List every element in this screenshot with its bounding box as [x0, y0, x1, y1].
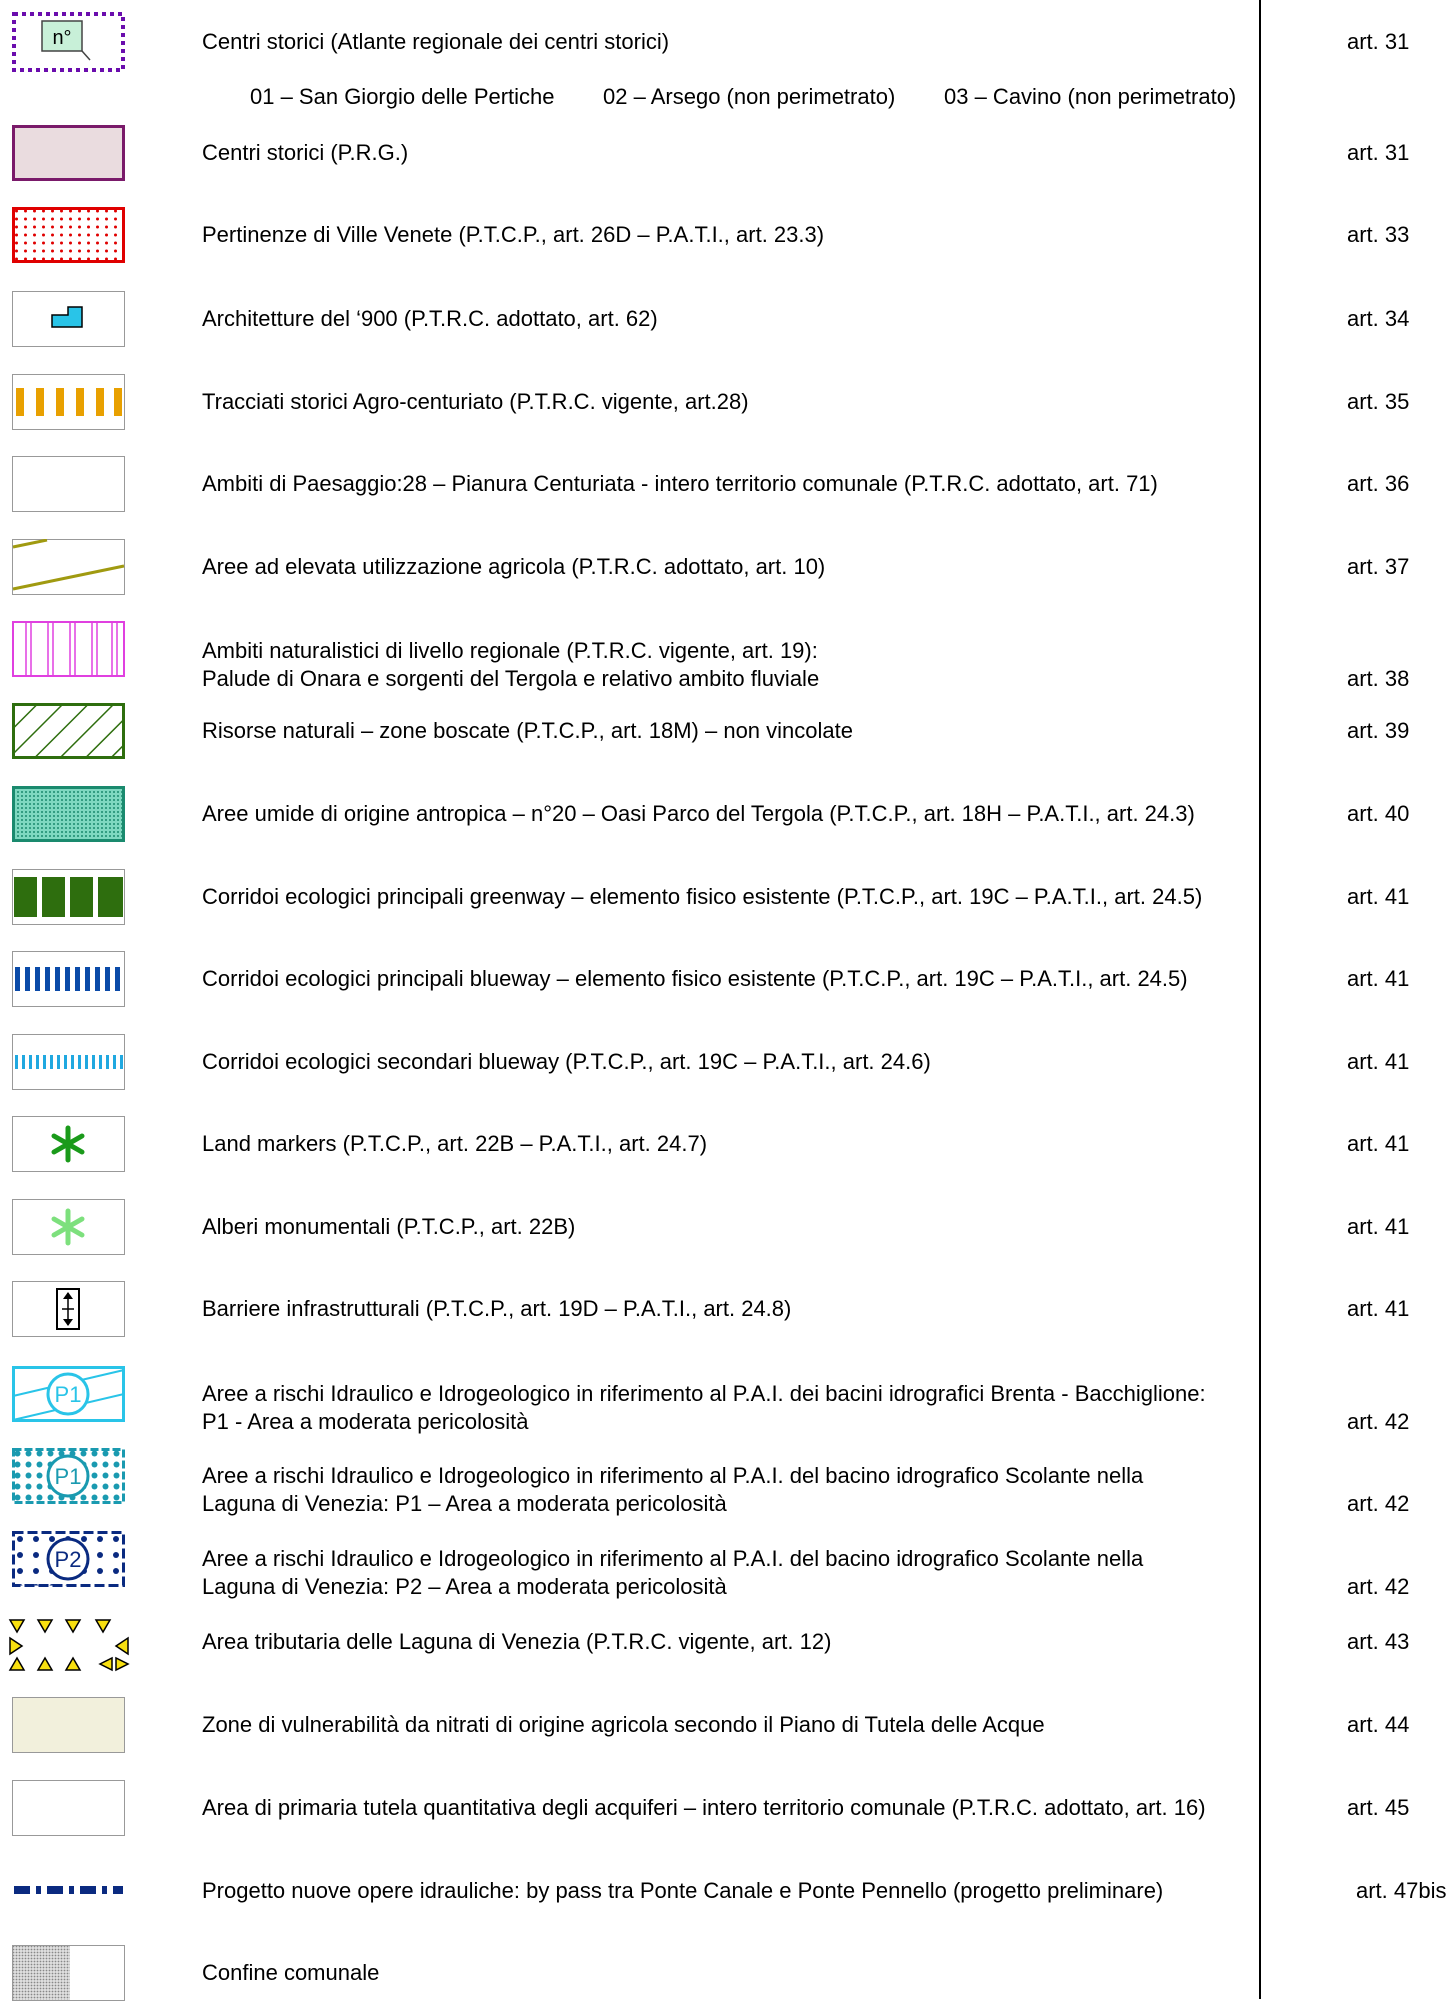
- nonum-dotted-purple-box-icon: [12, 12, 125, 72]
- legend-desc: Aree umide di origine antropica – n°20 – Oasi Parco del Tergola (P.T.C.P., art. 18H – P.A.T.I., art. 24.3): [202, 801, 1195, 826]
- legend-art: art. 47bis: [1356, 1878, 1447, 1903]
- sub-item: 02 – Arsego (non perimetrato): [603, 84, 896, 109]
- symbol-text: n°: [52, 27, 72, 49]
- legend-desc-line: Laguna di Venezia: P1 – Area a moderata pericolosità: [202, 1491, 727, 1516]
- magenta-vertical-stripes-icon: [12, 621, 125, 677]
- symbol-text: P2: [54, 1547, 82, 1572]
- orange-dash-line-icon: [12, 374, 125, 430]
- legend-art: art. 31: [1347, 140, 1410, 165]
- legend-art: art. 45: [1347, 1795, 1410, 1820]
- legend-desc: Zone di vulnerabilità da nitrati di origine agricola secondo il Piano di Tutela delle Acque: [202, 1712, 1045, 1737]
- legend-desc: Centri storici (Atlante regionale dei centri storici): [202, 29, 670, 54]
- legend-desc: Risorse naturali – zone boscate (P.T.C.P., art. 18M) – non vincolate: [202, 718, 853, 743]
- p1-teal-dotted-box-icon: [12, 1448, 125, 1504]
- legend-desc-line: Aree a rischi Idraulico e Idrogeologico in riferimento al P.A.I. del bacino idrografico Scolante nella: [202, 1463, 1144, 1488]
- grey-halftone-box-icon: [12, 1945, 125, 2001]
- legend-art: art. 34: [1347, 306, 1410, 331]
- legend-art: art. 33: [1347, 222, 1410, 247]
- legend-desc-line: Laguna di Venezia: P2 – Area a moderata pericolosità: [202, 1574, 727, 1599]
- barrier-arrow-icon: [12, 1281, 125, 1337]
- legend-desc: Confine comunale: [202, 1960, 380, 1985]
- teal-crosshatch-box-icon: [12, 786, 125, 842]
- pink-fill-purple-border-icon: [12, 125, 125, 181]
- legend-desc: Progetto nuove opere idrauliche: by pass tra Ponte Canale e Ponte Pennello (progetto preliminare): [202, 1878, 1164, 1903]
- legend-desc: Tracciati storici Agro-centuriato (P.T.R.C. vigente, art.28): [202, 389, 749, 414]
- legend-desc-multiline: [202, 1462, 1143, 1518]
- symbol-text: P1: [54, 1464, 82, 1489]
- legend-art: art. 41: [1347, 1131, 1410, 1156]
- sub-item: 01 – San Giorgio delle Pertiche: [250, 84, 555, 109]
- legend-desc: Area tributaria delle Laguna di Venezia (P.T.R.C. vigente, art. 12): [202, 1629, 832, 1654]
- legend-art: art. 43: [1347, 1629, 1410, 1654]
- lightgreen-asterisk-icon: [12, 1199, 125, 1255]
- legend-art: art. 40: [1347, 801, 1410, 826]
- legend-art: art. 42: [1347, 1409, 1410, 1434]
- blue-bar-line-icon: [12, 951, 125, 1007]
- beige-fill-box-icon: [12, 1697, 125, 1753]
- legend-art: art. 41: [1347, 966, 1410, 991]
- legend-art: art. 42: [1347, 1574, 1410, 1599]
- legend-art: art. 41: [1347, 1296, 1410, 1321]
- cyan-building-icon: [12, 291, 125, 347]
- column-divider: [1259, 0, 1261, 1999]
- legend-desc: Land markers (P.T.C.P., art. 22B – P.A.T.I., art. 24.7): [202, 1131, 708, 1156]
- legend-desc-multiline: [202, 1380, 1206, 1436]
- empty-box-icon: [12, 1780, 125, 1836]
- legend-art: art. 31: [1347, 29, 1410, 54]
- legend-art: art. 41: [1347, 1049, 1410, 1074]
- empty-box-icon: [12, 456, 125, 512]
- legend-desc: Aree ad elevata utilizzazione agricola (P.T.R.C. adottato, art. 10): [202, 554, 826, 579]
- green-asterisk-icon: [12, 1116, 125, 1172]
- legend-art: art. 37: [1347, 554, 1410, 579]
- legend-desc: Centri storici (P.R.G.): [202, 140, 409, 165]
- yellow-triangles-icon: [8, 1614, 130, 1676]
- legend-desc: Corridoi ecologici principali blueway – elemento fisico esistente (P.T.C.P., art. 19C – P.A.T.I., art. 24.5): [202, 966, 1188, 991]
- legend-desc-line: Aree a rischi Idraulico e Idrogeologico in riferimento al P.A.I. del bacino idrografico Scolante nella: [202, 1546, 1144, 1571]
- legend-art: art. 39: [1347, 718, 1410, 743]
- green-hatched-box-icon: [12, 703, 125, 759]
- legend-desc: Corridoi ecologici secondari blueway (P.T.C.P., art. 19C – P.A.T.I., art. 24.6): [202, 1049, 931, 1074]
- legend-art: art. 42: [1347, 1491, 1410, 1516]
- sub-item: 03 – Cavino (non perimetrato): [944, 84, 1237, 109]
- legend-desc-line: Aree a rischi Idraulico e Idrogeologico in riferimento al P.A.I. dei bacini idrografici Brenta - Bacchiglione:: [202, 1381, 1206, 1406]
- olive-diagonal-lines-icon: [12, 539, 125, 595]
- legend-desc-multiline: [202, 1545, 1143, 1601]
- legend-art: art. 41: [1347, 1214, 1410, 1239]
- legend-desc: Barriere infrastrutturali (P.T.C.P., art. 19D – P.A.T.I., art. 24.8): [202, 1296, 792, 1321]
- legend-desc-line: Palude di Onara e sorgenti del Tergola e relativo ambito fluviale: [202, 666, 820, 691]
- legend-art: art. 35: [1347, 389, 1410, 414]
- p2-navy-dotted-box-icon: [12, 1531, 125, 1587]
- legend-desc: Pertinenze di Ville Venete (P.T.C.P., art. 26D – P.A.T.I., art. 23.3): [202, 222, 825, 247]
- green-block-line-icon: [12, 869, 125, 925]
- legend-desc-multiline: [202, 637, 819, 693]
- legend-desc-line: Ambiti naturalistici di livello regionale (P.T.R.C. vigente, art. 19):: [202, 638, 818, 663]
- lightblue-thin-bars-icon: [12, 1034, 125, 1090]
- navy-dashdot-line-icon: [12, 1863, 125, 1919]
- legend-desc: Alberi monumentali (P.T.C.P., art. 22B): [202, 1214, 576, 1239]
- legend-desc: Ambiti di Paesaggio:28 – Pianura Centuriata - intero territorio comunale (P.T.R.C. adottato, art. 71): [202, 471, 1158, 496]
- red-dotted-box-icon: [12, 207, 125, 263]
- legend-desc: Architetture del ‘900 (P.T.R.C. adottato, art. 62): [202, 306, 658, 331]
- legend-desc: Corridoi ecologici principali greenway – elemento fisico esistente (P.T.C.P., art. 19C – P.A.T.I., art. 24.5): [202, 884, 1203, 909]
- symbol-text: P1: [54, 1382, 82, 1407]
- legend-art: art. 38: [1347, 666, 1410, 691]
- legend-desc: Area di primaria tutela quantitativa degli acquiferi – intero territorio comunale (P.T.R.C. adottato, art. 16): [202, 1795, 1206, 1820]
- legend-art: art. 44: [1347, 1712, 1410, 1737]
- legend-desc-line: P1 - Area a moderata pericolosità: [202, 1409, 529, 1434]
- legend-art: art. 41: [1347, 884, 1410, 909]
- legend-art: art. 36: [1347, 471, 1410, 496]
- p1-cyan-box-icon: [12, 1366, 125, 1422]
